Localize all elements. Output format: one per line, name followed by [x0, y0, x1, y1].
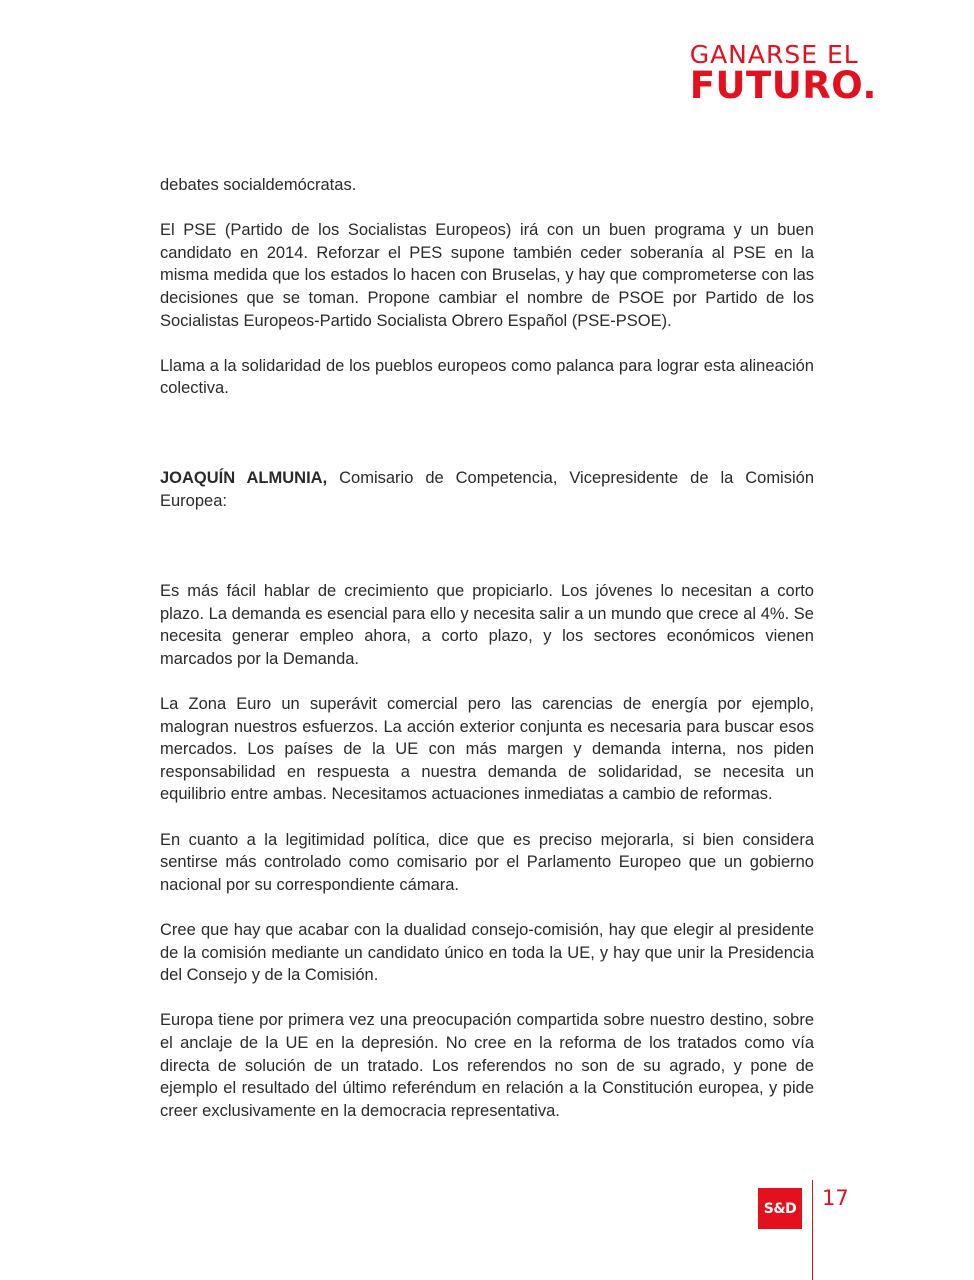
paragraph-eurozone: La Zona Euro un superávit comercial pero las carencias de energía por ejemplo, malogran nuestros esfuerzos. La acción exterior conjunta es necesaria para buscar esos mercados. Los países de la UE con más margen y demanda interna, nos piden responsabilidad en respuesta a nuestra demanda de solidaridad, se necesita un equilibrio entre ambas. Necesitamos actuaciones inmediatas a cambio de reformas. — [160, 695, 814, 804]
paragraph-growth: Es más fácil hablar de crecimiento que propiciarlo. Los jóvenes lo necesitan a corto plazo. La demanda es esencial para ello y necesita salir a un mundo que crece al 4%. Se necesita generar empleo ahora, a corto plazo, y los sectores económicos vienen marcados por la Demanda. — [160, 582, 814, 668]
paragraph-europe: Europa tiene por primera vez una preocupación compartida sobre nuestro destino, sobre el anclaje de la UE en la depresión. No cree en la reforma de los tratados como vía directa de solución de un tratado. Los referendos no son de su agrado, y pone de ejemplo el resultado del último referéndum en relación a la Constitución europea, y pide creer exclusivamente en la democracia representativa. — [160, 1011, 814, 1120]
paragraph-solidarity: Llama a la solidaridad de los pueblos europeos como palanca para lograr esta alineación colectiva. — [160, 356, 814, 398]
logo-line-1: GANARSE EL — [689, 40, 859, 69]
paragraph-legitimacy: En cuanto a la legitimidad política, dice que es preciso mejorarla, si bien considera sentirse más controlado como comisario por el Parlamento Europeo que un gobierno nacional por su correspondiente cámara. — [160, 830, 814, 894]
document-body — [160, 174, 814, 1122]
paragraph-continuation: debates socialdemócratas. — [160, 176, 357, 194]
page-number: 17 — [822, 1186, 849, 1210]
paragraph-duality: Cree que hay que acabar con la dualidad consejo-comisión, hay que elegir al presidente de la comisión mediante un candidato único en toda la UE, y hay que unir la Presidencia del Consejo y de la Comisión. — [160, 921, 814, 985]
paragraph-pse: El PSE (Partido de los Socialistas Europeos) irá con un buen programa y un buen candidato en 2014. Reforzar el PES supone también ceder soberanía al PSE en la misma medida que los estados lo hacen con Bruselas, y hay que comprometerse con las decisiones que se toman. Propone cambiar el nombre de PSOE por Partido de los Socialistas Europeos-Partido Socialista Obrero Español (PSE-PSOE). — [160, 221, 814, 330]
logo-line-2: FUTURO. — [689, 64, 877, 107]
footer-divider — [812, 1180, 813, 1280]
sd-logo: S&D — [758, 1188, 802, 1229]
speaker-heading — [160, 467, 814, 512]
ganarse-el-futuro-logo — [689, 40, 877, 107]
speaker-role: Comisario de Competencia, Vicepresidente de la Comisión Europea: — [160, 468, 814, 510]
speaker-name: JOAQUÍN ALMUNIA, — [160, 468, 328, 487]
